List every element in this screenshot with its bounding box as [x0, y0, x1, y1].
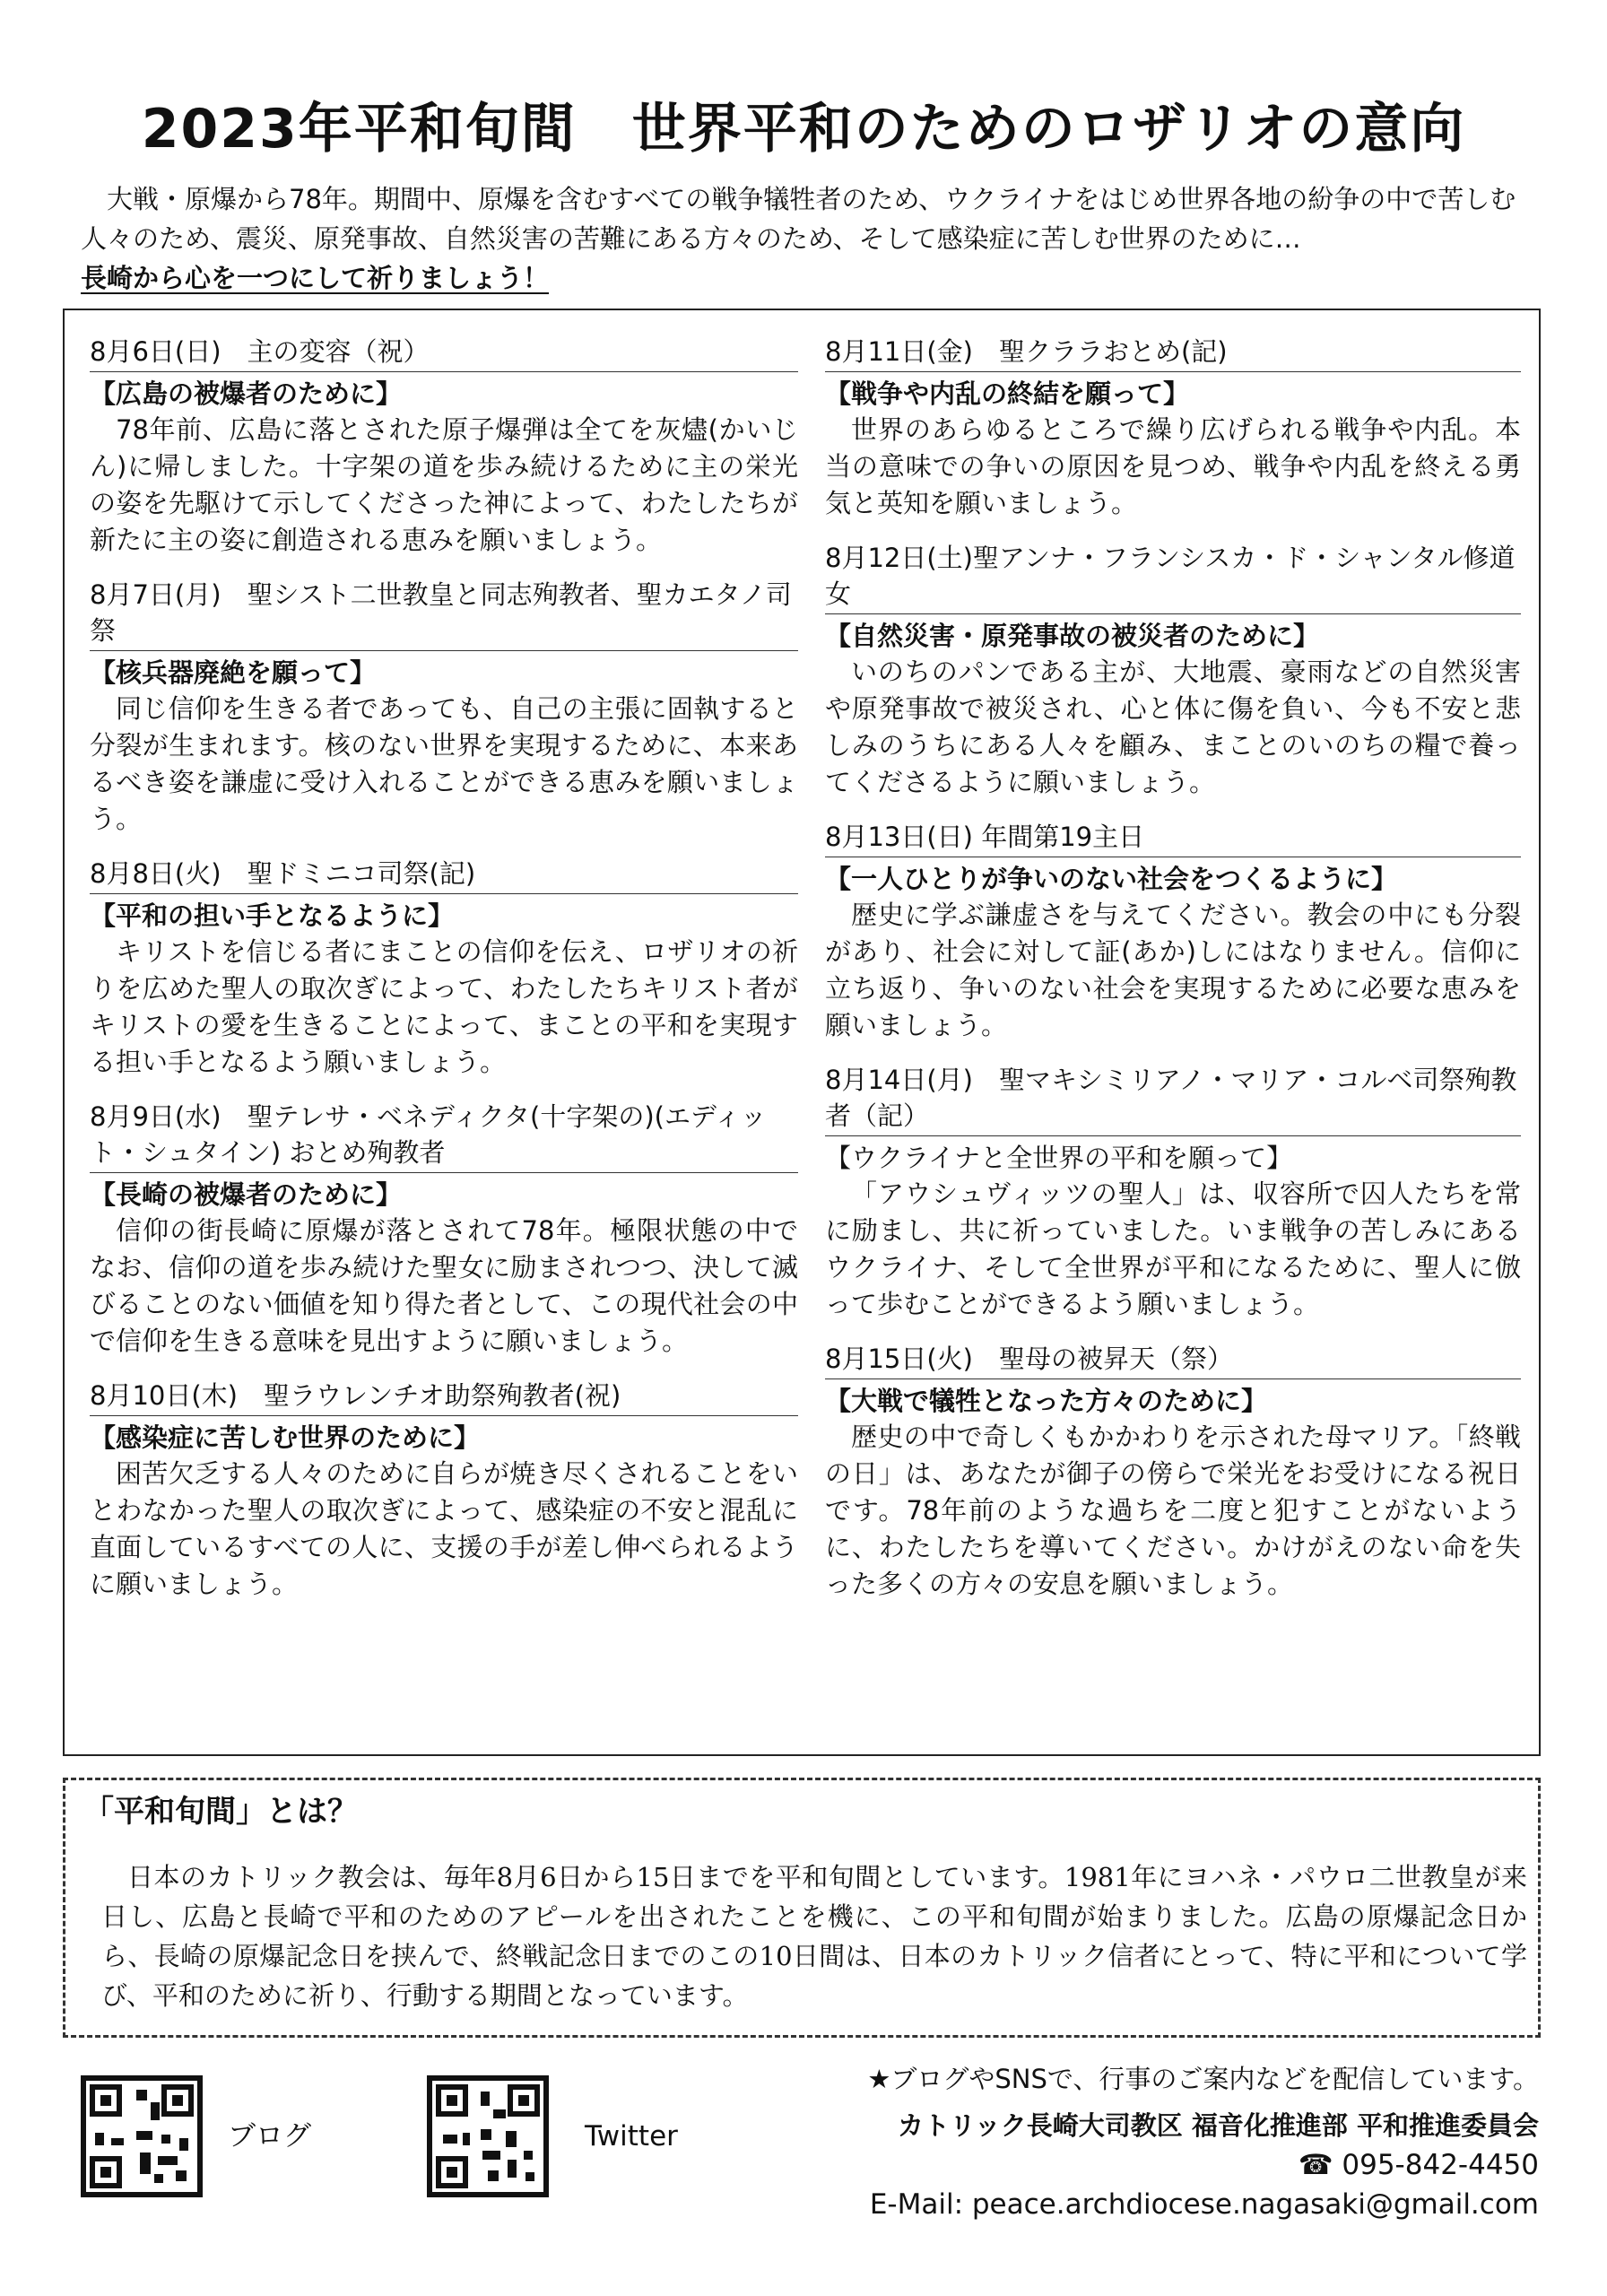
contact-footer	[867, 2059, 1539, 2224]
entry-theme: 【大戦で犠牲となった方々のために】	[825, 1386, 1268, 1416]
entry-theme: 【広島の被爆者のために】	[90, 378, 403, 409]
intention-entry	[825, 819, 1521, 1044]
entry-date: 8月13日(日) 年間第19主日	[825, 819, 1521, 857]
intention-entry	[825, 1341, 1521, 1603]
intro-text: 大戦・原爆から78年。期間中、原爆を含むすべての戦争犠牲者のため、ウクライナをはじめ世界各地の紛争の中で苦しむ人々のため、震災、原発事故、自然災害の苦難にある方々のため、そして感染症に苦しむ世界のために…	[81, 184, 1516, 254]
entry-date: 8月8日(火) 聖ドミニコ司祭(記)	[90, 856, 798, 894]
entry-date: 8月6日(日) 主の変容（祝）	[90, 334, 798, 372]
entry-date: 8月12日(土)聖アンナ・フランシスカ・ド・シャンタル修道女	[825, 540, 1521, 614]
entry-theme: 【核兵器廃絶を願って】	[90, 657, 377, 688]
intentions-column-right	[825, 334, 1521, 1621]
blog-qr-code-icon[interactable]	[81, 2075, 203, 2197]
entry-date: 8月15日(火) 聖母の被昇天（祭）	[825, 1341, 1521, 1379]
entry-theme: 【一人ひとりが争いのない社会をつくるように】	[825, 864, 1398, 894]
twitter-qr-block[interactable]	[427, 2075, 678, 2197]
entry-theme: 【感染症に苦しむ世界のために】	[90, 1422, 481, 1453]
about-box	[63, 1778, 1541, 2038]
intention-entry	[90, 1378, 798, 1603]
intro-emphasis: 長崎から心を一つにして祈りましょう！	[81, 263, 550, 293]
entry-date: 8月10日(木) 聖ラウレンチオ助祭殉教者(祝)	[90, 1378, 798, 1416]
intention-entry	[825, 334, 1521, 522]
phone-number: ☎ 095-842-4450	[1298, 2149, 1539, 2181]
blog-qr-label: ブログ	[228, 2120, 311, 2152]
sns-note: ★ブログやSNSで、行事のご案内などを配信しています。	[867, 2064, 1539, 2094]
about-title: 「平和旬間」とは？	[83, 1794, 358, 1830]
entry-date: 8月7日(月) 聖シスト二世教皇と同志殉教者、聖カエタノ司祭	[90, 577, 798, 651]
entry-body: いのちのパンである主が、大地震、豪雨などの自然災害や原発事故で被災され、心と体に傷を負い、今も不安と悲しみのうちにある人々を顧み、まことのいのちの糧で養ってくださるように願いましょう。	[825, 657, 1521, 797]
intention-entry	[90, 1099, 798, 1360]
blog-qr-block[interactable]	[81, 2075, 311, 2197]
intention-entry	[90, 856, 798, 1081]
entry-theme: 【平和の担い手となるように】	[90, 900, 455, 931]
about-body: 日本のカトリック教会は、毎年8月6日から15日までを平和旬間としています。1981年にヨハネ・パウロ二世教皇が来日し、広島と長崎で平和のためのアピールを出されたことを機に、この平和旬間が始まりました。広島の原爆記念日から、長崎の原爆記念日を挟んで、終戦記念日までのこの10日間は、日本のカトリック信者にとって、特に平和について学び、平和のために祈り、行動する期間となっています。	[101, 1862, 1527, 2011]
entry-body: 78年前、広島に落とされた原子爆弾は全てを灰燼(かいじん)に帰しました。十字架の道を歩み続けるために主の栄光の姿を先駆けて示してくださった神によって、わたしたちが新たに主の姿に創造される恵みを願いましょう。	[90, 414, 798, 555]
entry-date: 8月9日(水) 聖テレサ・ベネディクタ(十字架の)(エディット・シュタイン) おとめ殉教者	[90, 1099, 798, 1173]
entry-theme: 【長崎の被爆者のために】	[90, 1179, 403, 1210]
entry-body: 世界のあらゆるところで繰り広げられる戦争や内乱。本当の意味での争いの原因を見つめ、戦争や内乱を終える勇気と英知を願いましょう。	[825, 414, 1521, 518]
intention-entry	[90, 334, 798, 559]
intention-entry	[825, 1062, 1521, 1323]
entry-body: 困苦欠乏する人々のために自らが焼き尽くされることをいとわなかった聖人の取次ぎによって、感染症の不安と混乱に直面しているすべての人に、支援の手が差し伸べられるように願いましょう。	[90, 1458, 798, 1599]
twitter-qr-code-icon[interactable]	[427, 2075, 549, 2197]
page-title: 2023年平和旬間 世界平和のためのロザリオの意向	[141, 98, 1466, 161]
organization-name: カトリック長崎大司教区 福音化推進部 平和推進委員会	[897, 2110, 1539, 2141]
entry-date: 8月11日(金) 聖クララおとめ(記)	[825, 334, 1521, 372]
intentions-box	[63, 309, 1541, 1756]
entry-body: 「アウシュヴィッツの聖人」は、収容所で囚人たちを常に励まし、共に祈っていました。いま戦争の苦しみにあるウクライナ、そして全世界が平和になるために、聖人に倣って歩むことができるよう願いましょう。	[825, 1178, 1521, 1319]
email-address[interactable]: E-Mail: peace.archdiocese.nagasaki@gmail.com	[869, 2188, 1539, 2221]
entry-body: 歴史の中で奇しくもかかわりを示された母マリア。「終戦の日」は、あなたが御子の傍らで栄光をお受けになる祝日です。78年前のような過ちを二度と犯すことがないように、わたしたちを導いてください。かけがえのない命を失った多くの方々の安息を願いましょう。	[825, 1422, 1521, 1599]
entry-body: 信仰の街長崎に原爆が落とされて78年。極限状態の中でなお、信仰の道を歩み続けた聖女に励まされつつ、決して滅びることのない価値を知り得た者として、この現代社会の中で信仰を生きる意味を見出すように願いましょう。	[90, 1215, 798, 1356]
twitter-qr-label: Twitter	[585, 2120, 678, 2152]
intro-section	[81, 179, 1533, 298]
entry-theme: 【戦争や内乱の終結を願って】	[825, 378, 1190, 409]
entry-theme: 【ウクライナと全世界の平和を願って】	[825, 1143, 1293, 1173]
intention-entry	[90, 577, 798, 838]
entry-theme: 【自然災害・原発事故の被災者のために】	[825, 621, 1320, 651]
entry-body: 同じ信仰を生きる者であっても、自己の主張に固執すると分裂が生まれます。核のない世界を実現するために、本来あるべき姿を謙虚に受け入れることができる恵みを願いましょう。	[90, 693, 798, 834]
entry-date: 8月14日(月) 聖マキシミリアノ・マリア・コルベ司祭殉教者（記）	[825, 1062, 1521, 1136]
intention-entry	[825, 540, 1521, 801]
intentions-column-left	[90, 334, 798, 1621]
entry-body: 歴史に学ぶ謙虚さを与えてください。教会の中にも分裂があり、社会に対して証(あか)しにはなりません。信仰に立ち返り、争いのない社会を実現するために必要な恵みを願いましょう。	[825, 900, 1521, 1040]
entry-body: キリストを信じる者にまことの信仰を伝え、ロザリオの祈りを広めた聖人の取次ぎによって、わたしたちキリスト者がキリストの愛を生きることによって、まことの平和を実現する担い手となるよう願いましょう。	[90, 936, 798, 1077]
